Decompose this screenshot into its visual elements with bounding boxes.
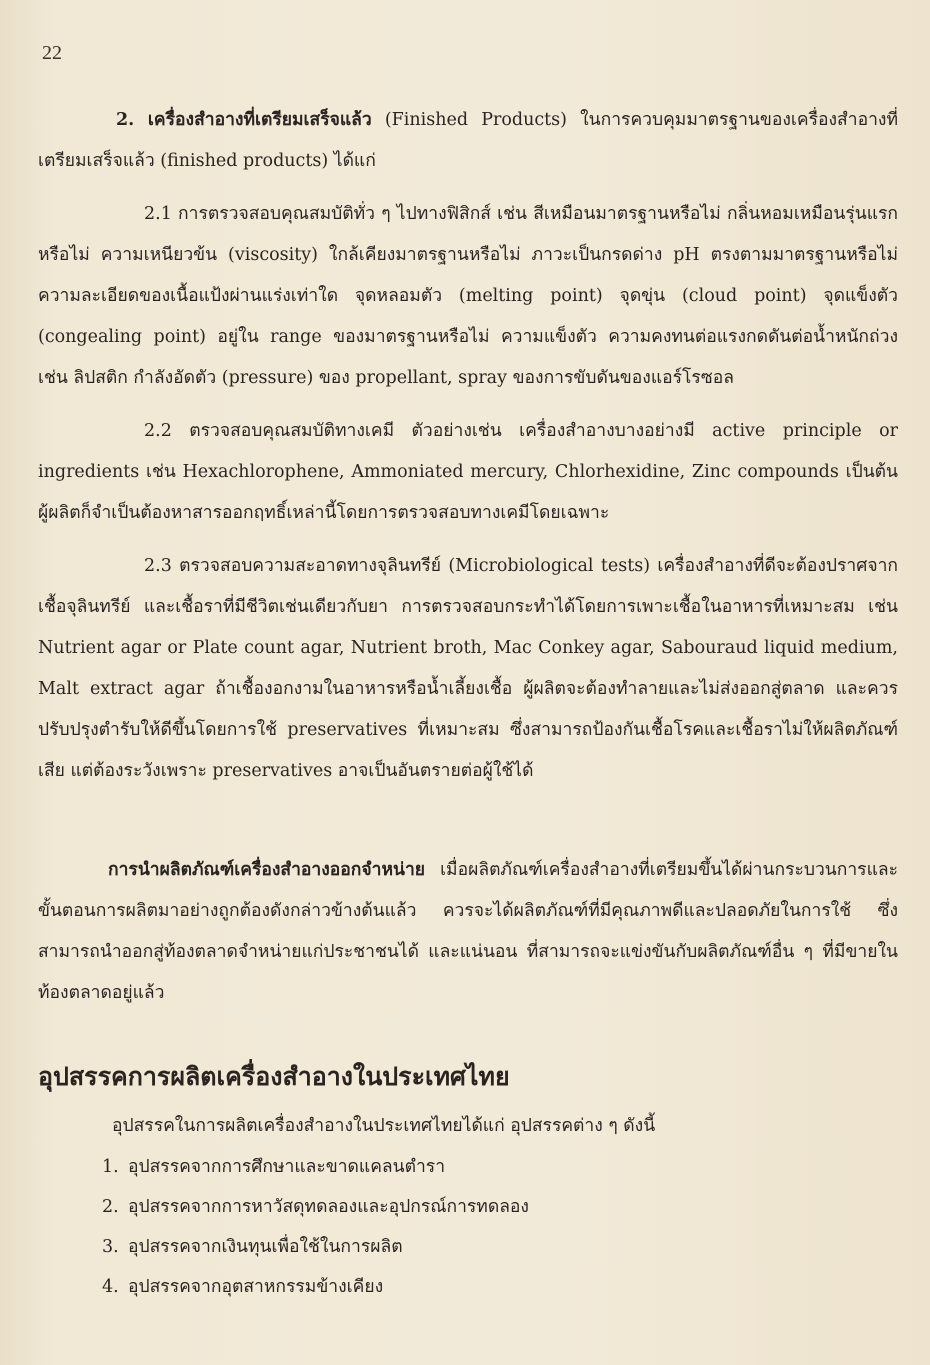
obstacles-list xyxy=(38,1147,898,1307)
list-item-number: 4. xyxy=(102,1277,119,1297)
list-item xyxy=(102,1267,898,1307)
list-item xyxy=(102,1187,898,1227)
section-2-heading: 2. เครื่องสำอางที่เตรียมเสร็จแล้ว xyxy=(116,110,372,130)
distribution-text: เมื่อผลิตภัณฑ์เครื่องสำอางที่เตรียมขึ้นได้ผ่านกระบวนการและขั้นตอนการผลิตมาอย่างถูกต้องดังกล่าวข้างต้นแล้ว ควรจะได้ผลิตภัณฑ์ที่มีคุณภาพดีและปลอดภัยในการใช้ ซึ่งสามารถนำออกสู่ท้องตลาดจำหน่ายแก่ประชาชนได้ และแน่นอน ที่สามารถจะแข่งขันกับผลิตภัณฑ์อื่น ๆ ที่มีขายในท้องตลาดอยู่แล้ว xyxy=(38,860,898,1003)
list-item-text: อุปสรรคจากอุตสาหกรรมข้างเคียง xyxy=(128,1277,384,1297)
list-item-number: 1. xyxy=(102,1157,119,1177)
obstacles-heading: อุปสรรคการผลิตเครื่องสำอางในประเทศไทย xyxy=(38,1062,510,1091)
section-2-paragraph xyxy=(38,100,898,182)
distribution-paragraph xyxy=(38,850,898,1014)
sub-item-2-1: 2.1 การตรวจสอบคุณสมบัติทั่ว ๆ ไปทางฟิสิกส์ เช่น สีเหมือนมาตรฐานหรือไม่ กลิ่นหอมเหมือนรุ่นแรกหรือไม่ ความเหนียวข้น (viscosity) ใกล้เคียงมาตรฐานหรือไม่ ภาวะเป็นกรดด่าง pH ตรงตามมาตรฐานหรือไม่ ความละเอียดของเนื้อแป้งผ่านแร่งเท่าใด จุดหลอมตัว (melting point) จุดขุ่น (cloud point) จุดแข็งตัว (congealing point) อยู่ใน range ของมาตรฐานหรือไม่ ความแข็งตัว ความคงทนต่อแรงกดดันต่อน้ำหนักถ่วง เช่น ลิปสติก กำลังอัดตัว (pressure) ของ propellant, spray ของการขับดันของแอร์โรซอล xyxy=(38,204,898,388)
page-number: 22 xyxy=(42,42,62,64)
list-item-text: อุปสรรคจากเงินทุนเพื่อใช้ในการผลิต xyxy=(128,1237,403,1257)
obstacles-intro: อุปสรรคในการผลิตเครื่องสำอางในประเทศไทยได้แก่ อุปสรรคต่าง ๆ ดังนี้ xyxy=(112,1116,656,1136)
list-item-text: อุปสรรคจากการหาวัสดุทดลองและอุปกรณ์การทดลอง xyxy=(128,1197,529,1217)
sub-item-2-3: 2.3 ตรวจสอบความสะอาดทางจุลินทรีย์ (Microbiological tests) เครื่องสำอางที่ดีจะต้องปราศจากเชื้อจุลินทรีย์ และเชื้อราที่มีชีวิตเช่นเดียวกับยา การตรวจสอบกระทำได้โดยการเพาะเชื้อในอาหารที่เหมาะสม เช่น Nutrient agar or Plate count agar, Nutrient broth, Mac Conkey agar, Sabouraud liquid medium, Malt extract agar ถ้าเชื้องอกงามในอาหารหรือน้ำเลี้ยงเชื้อ ผู้ผลิตจะต้องทำลายและไม่ส่งออกสู่ตลาด และควรปรับปรุงตำรับให้ดีขึ้นโดยการใช้ preservatives ที่เหมาะสม ซึ่งสามารถป้องกันเชื้อโรคและเชื้อราไม่ให้ผลิตภัณฑ์เสีย แต่ต้องระวังเพราะ preservatives อาจเป็นอันตรายต่อผู้ใช้ได้ xyxy=(38,556,898,781)
list-item-text: อุปสรรคจากการศึกษาและขาดแคลนตำรา xyxy=(128,1157,446,1177)
sub-item-2-2: 2.2 ตรวจสอบคุณสมบัติทางเคมี ตัวอย่างเช่น เครื่องสำอางบางอย่างมี active principle or ingredients เช่น Hexachlorophene, Ammoniated mercury, Chlorhexidine, Zinc compounds เป็นต้น ผู้ผลิตก็จำเป็นต้องหาสารออกฤทธิ์เหล่านี้โดยการตรวจสอบทางเคมีโดยเฉพาะ xyxy=(38,421,898,523)
list-item-number: 2. xyxy=(102,1197,119,1217)
list-item xyxy=(102,1147,898,1187)
list-item-number: 3. xyxy=(102,1237,119,1257)
section-2-text: (Finished Products) ในการควบคุมมาตรฐานของเครื่องสำอางที่เตรียมเสร็จแล้ว (finished products) ได้แก่ xyxy=(38,110,898,171)
page-content xyxy=(38,100,898,1307)
distribution-heading: การนำผลิตภัณฑ์เครื่องสำอางออกจำหน่าย xyxy=(108,860,426,880)
list-item xyxy=(102,1227,898,1267)
